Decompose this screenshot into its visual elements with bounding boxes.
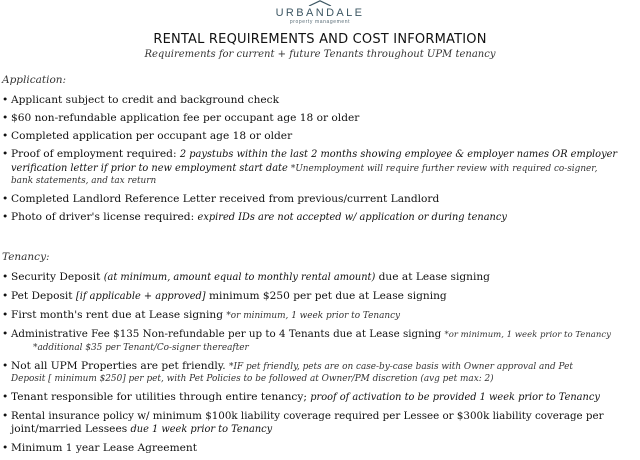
bullet-icon: • — [2, 193, 9, 205]
company-logo — [0, 0, 640, 25]
bullet-icon: • — [2, 130, 9, 142]
bullet-icon: • — [2, 271, 9, 283]
list-item — [0, 309, 640, 323]
tenancy-list — [0, 271, 640, 454]
item-text: Rental insurance policy w/ minimum $100k liability coverage required per Lessee or $300k liability coverage per — [11, 410, 604, 422]
roof-logo-icon — [307, 0, 333, 6]
item-note: *or minimum, 1 week prior to Tenancy — [444, 330, 611, 340]
list-item — [0, 148, 640, 188]
item-note: Deposit [ minimum $250] per pet, with Pet Policies to be followed at Owner/PM discretion (avg pet max: 2) — [11, 374, 494, 384]
bullet-icon: • — [2, 211, 9, 223]
item-note: *additional $35 per Tenant/Co-signer thereafter — [33, 342, 249, 353]
item-detail: verification letter if prior to new employment start date — [11, 162, 291, 174]
list-item — [0, 442, 640, 455]
application-section-label: Application: — [2, 74, 67, 86]
application-list — [0, 94, 640, 225]
list-item — [0, 360, 640, 386]
list-item — [0, 290, 640, 304]
item-text: Administrative Fee $135 Non-refundable per up to 4 Tenants due at Lease signing — [11, 328, 445, 340]
bullet-icon: • — [2, 112, 9, 124]
bullet-icon: • — [2, 328, 9, 340]
list-item — [0, 410, 640, 436]
bullet-icon: • — [2, 309, 9, 321]
item-note: *Unemployment will require further review with required co-signer, — [290, 163, 598, 174]
item-text: Security Deposit — [11, 271, 104, 283]
item-detail: due 1 week prior to Tenancy — [130, 423, 273, 435]
item-text: Proof of employment required: — [11, 148, 180, 160]
item-detail: 2 paystubs within the last 2 months showing employee & employer names OR employer — [179, 149, 618, 160]
item-text: Not all UPM Properties are pet friendly. — [11, 359, 230, 372]
item-text: Photo of driver's license required: — [11, 211, 198, 223]
list-item — [0, 193, 640, 206]
page-subtitle: Requirements for current + future Tenants throughout UPM tenancy — [144, 49, 496, 60]
list-item — [0, 130, 640, 143]
logo-name: URBANDALE — [275, 7, 365, 19]
page-title: RENTAL REQUIREMENTS AND COST INFORMATION — [153, 32, 487, 47]
item-text: Applicant subject to credit and background check — [11, 94, 280, 106]
item-continuation — [11, 423, 640, 437]
item-detail: expired IDs are not accepted w/ application or during tenancy — [197, 212, 507, 223]
item-text: Completed application per occupant age 18 or older — [11, 130, 293, 142]
item-detail: [if applicable + approved] — [75, 291, 206, 302]
list-item — [0, 328, 640, 354]
item-text: Tenant responsible for utilities through entire tenancy; — [11, 391, 311, 403]
item-text: $60 non-refundable application fee per occupant age 18 or older — [11, 112, 360, 124]
list-item — [0, 271, 640, 285]
list-item — [0, 391, 640, 405]
bullet-icon: • — [2, 359, 9, 372]
item-text: due at Lease signing — [375, 271, 490, 283]
item-note: *IF pet friendly, pets are on case-by-case basis with Owner approval and Pet — [229, 361, 573, 372]
item-text: Pet Deposit — [11, 290, 76, 302]
tenancy-section-label: Tenancy: — [2, 251, 50, 263]
bullet-icon: • — [2, 441, 9, 454]
item-detail: (at minimum, amount equal to monthly rental amount) — [103, 272, 376, 283]
list-item — [0, 94, 640, 107]
bullet-icon: • — [2, 410, 9, 422]
logo-subtitle: property management — [289, 19, 351, 25]
item-note: bank statements, and tax return — [11, 176, 157, 186]
list-item — [0, 211, 640, 225]
item-text: Completed Landlord Reference Letter received from previous/current Landlord — [11, 193, 440, 205]
item-note: *or minimum, 1 week prior to Tenancy — [226, 311, 401, 321]
list-item — [0, 112, 640, 125]
item-text: First month's rent due at Lease signing — [11, 309, 227, 321]
bullet-icon: • — [2, 290, 9, 302]
bullet-icon: • — [2, 94, 9, 106]
bullet-icon: • — [2, 148, 9, 160]
item-text: joint/married Lessees — [11, 422, 131, 435]
item-detail: proof of activation to be provided 1 week prior to Tenancy — [310, 392, 600, 403]
item-text: minimum $250 per pet due at Lease signing — [205, 290, 447, 302]
item-text: Minimum 1 year Lease Agreement — [11, 441, 197, 454]
item-continuation — [11, 162, 640, 176]
bullet-icon: • — [2, 391, 9, 403]
